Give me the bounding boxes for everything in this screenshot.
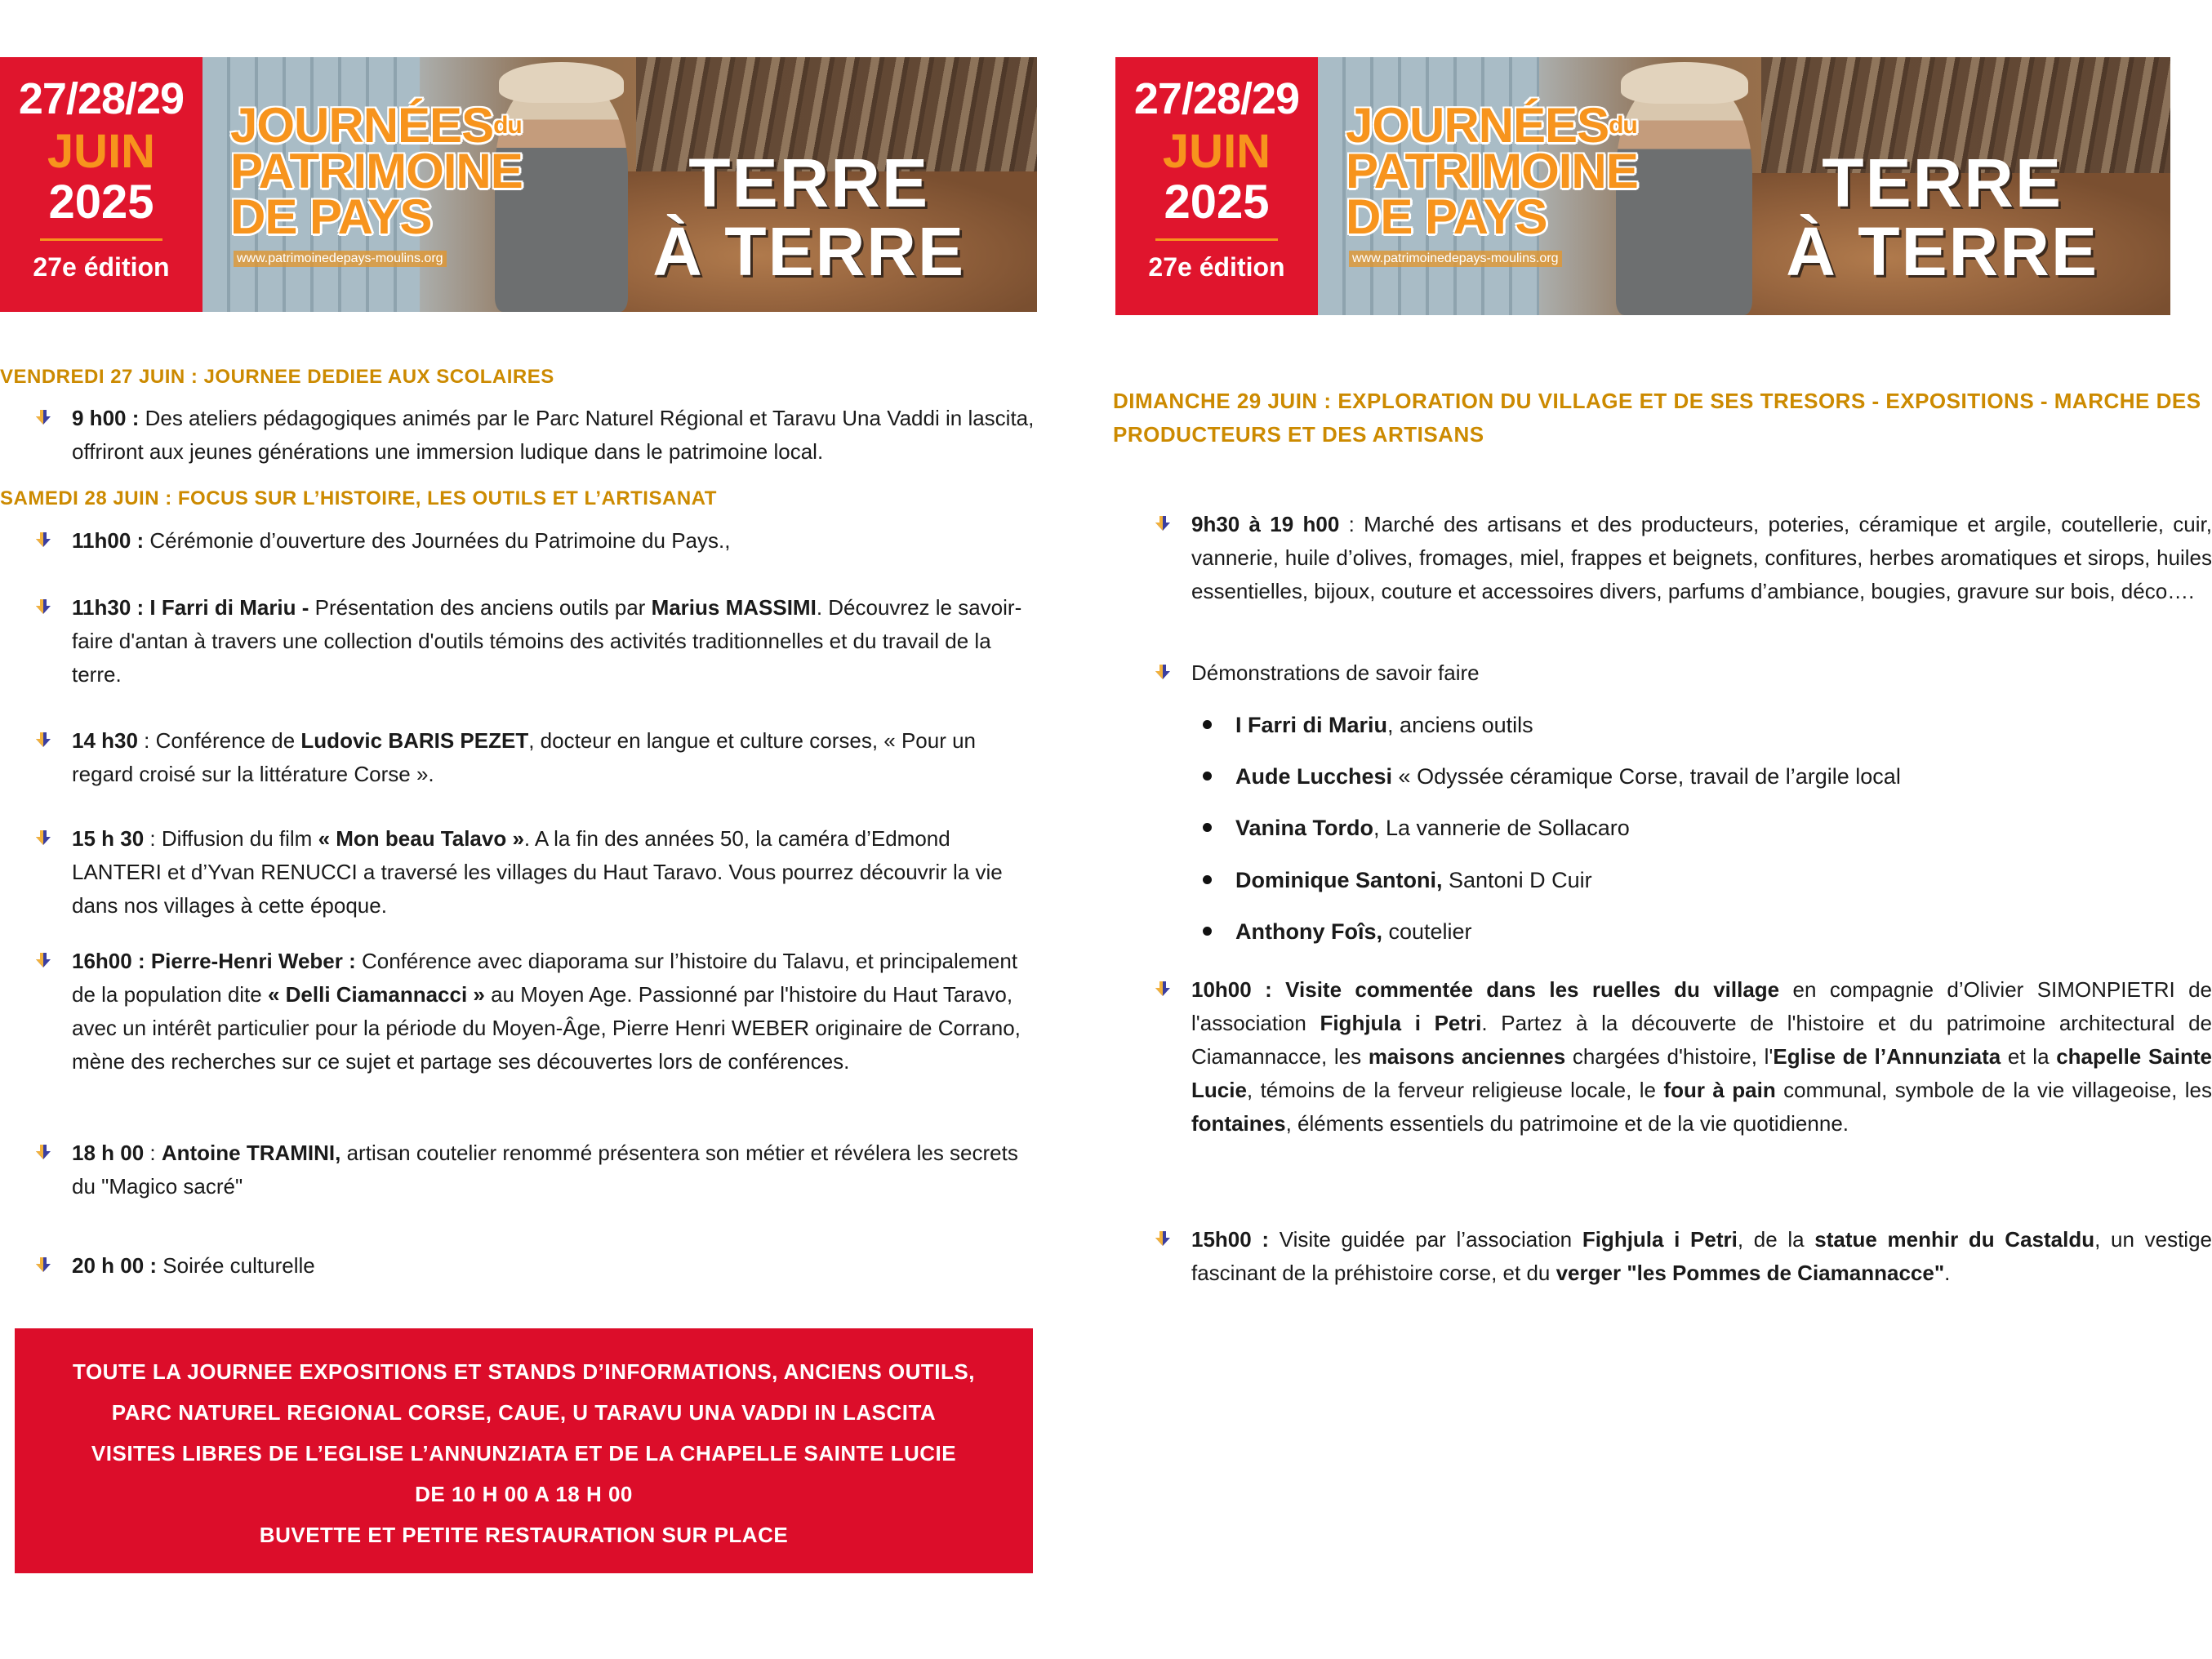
info-line: TOUTE LA JOURNEE EXPOSITIONS ET STANDS D’INFORMATIONS, ANCIENS OUTILS, bbox=[73, 1359, 975, 1384]
item-time: 18 h 00 bbox=[72, 1141, 145, 1165]
banner-month: JUIN bbox=[47, 125, 156, 178]
saturday-heading: SAMEDI 28 JUIN : FOCUS SUR L’HISTOIRE, LES OUTILS ET L’ARTISANAT bbox=[0, 487, 717, 509]
arrow-bullet-icon bbox=[34, 1256, 52, 1274]
banner-url: www.patrimoinedepays-moulins.org bbox=[234, 251, 447, 267]
arrow-bullet-icon bbox=[34, 531, 52, 549]
demo-name: Anthony Foîs, bbox=[1235, 919, 1382, 944]
item-time: 14 h30 bbox=[72, 728, 138, 753]
banner-title-du: du bbox=[493, 112, 522, 139]
arrow-bullet-icon bbox=[34, 829, 52, 847]
demo-desc: , La vannerie de Sollacaro bbox=[1373, 816, 1630, 840]
item-text: Présentation des anciens outils par bbox=[309, 595, 652, 620]
sunday-heading-line2: PRODUCTEURS ET DES ARTISANS bbox=[1113, 422, 1484, 447]
demo-item bbox=[1235, 760, 1901, 793]
demo-item bbox=[1235, 812, 1630, 844]
demo-desc: coutelier bbox=[1382, 919, 1472, 944]
item-time: 9 h00 : bbox=[72, 406, 140, 430]
item-text: Conférence avec diaporama sur l’histoire du Talavu, et principalement de la population dite bbox=[72, 949, 1018, 1007]
item-text: en compagnie d’Olivier SIMONPIETRI de l'association bbox=[1191, 977, 2212, 1035]
item-text: Des ateliers pédagogiques animés par le Parc Naturel Régional et Taravu Una Vaddi in lascita, offriront aux jeunes générations une immersion ludique dans le patrimoine local. bbox=[72, 406, 1035, 464]
item-text: . Partez à la découverte de l'histoire et du patrimoine architectural de Ciamannacce, les bbox=[1191, 1011, 2212, 1069]
item-bold: Ludovic BARIS PEZET bbox=[300, 728, 529, 753]
arrow-bullet-icon bbox=[1154, 514, 1172, 532]
item-time: 15 h 30 bbox=[72, 826, 145, 851]
arrow-bullet-icon bbox=[1154, 1230, 1172, 1248]
item-text: communal, symbole de la vie villageoise, les bbox=[1775, 1078, 2212, 1102]
item-time: 10h00 : Visite commentée dans les ruelles du village bbox=[1191, 977, 1780, 1002]
demos-title: Démonstrations de savoir faire bbox=[1191, 660, 1480, 685]
info-line: BUVETTE ET PETITE RESTAURATION SUR PLACE bbox=[259, 1523, 789, 1547]
bullet-dot-icon bbox=[1203, 772, 1212, 781]
arrow-bullet-icon bbox=[34, 731, 52, 749]
item-bold: Marius MASSIMI bbox=[651, 595, 817, 620]
list-item bbox=[72, 402, 1035, 469]
item-bold: Eglise de l’Annunziata bbox=[1773, 1044, 2001, 1069]
item-text: Soirée culturelle bbox=[157, 1253, 315, 1278]
bullet-dot-icon bbox=[1203, 720, 1212, 729]
info-line: PARC NATUREL REGIONAL CORSE, CAUE, U TARAVU UNA VADDI IN LASCITA bbox=[111, 1400, 937, 1425]
item-bold: statue menhir du Castaldu bbox=[1814, 1227, 2095, 1252]
banner-title-line1: JOURNÉES bbox=[230, 98, 494, 153]
item-bold: fontaines bbox=[1191, 1111, 1286, 1136]
item-text: artisan coutelier renommé présentera son métier et révélera les secrets du "Magico sacré" bbox=[72, 1141, 1018, 1199]
banner-title-du: du bbox=[1609, 112, 1637, 139]
banner-month: JUIN bbox=[1162, 125, 1271, 178]
item-text: : Marché des artisans et des producteurs, poteries, céramique et argile, coutellerie, cuir, vannerie, huile d’olives, fromages, miel, frappes et beignets, confitures, herbes aromatiques et sirops, huiles essentielles, bijoux, couture et accessoires divers, parfums d’ambiance, bougies, gravure sur bois, déco…. bbox=[1191, 512, 2212, 603]
event-banner bbox=[1115, 57, 2170, 315]
item-time: 20 h 00 : bbox=[72, 1253, 158, 1278]
banner-slogan-line2: À TERRE bbox=[1786, 213, 2099, 290]
all-day-info-box bbox=[15, 1328, 1033, 1573]
list-item bbox=[1191, 656, 2212, 690]
item-bold: Antoine TRAMINI, bbox=[161, 1141, 341, 1165]
banner-year: 2025 bbox=[1164, 176, 1270, 229]
banner-title-line2: PATRIMOINE bbox=[230, 144, 523, 198]
list-item bbox=[72, 724, 1035, 791]
demo-name: I Farri di Mariu bbox=[1235, 713, 1388, 737]
list-item bbox=[72, 945, 1035, 1079]
banner-slogan-line1: TERRE bbox=[1822, 145, 2063, 221]
item-time: 11h30 : I Farri di Mariu - bbox=[72, 595, 309, 620]
banner-title-line3: DE PAYS bbox=[230, 189, 432, 244]
item-text: : Diffusion du film bbox=[144, 826, 318, 851]
item-text: , un vestige fascinant de la préhistoire corse, et du bbox=[1191, 1227, 2212, 1285]
demo-item bbox=[1235, 915, 1472, 948]
arrow-bullet-icon bbox=[1154, 980, 1172, 998]
info-line: DE 10 H 00 A 18 H 00 bbox=[415, 1482, 633, 1506]
banner-title bbox=[230, 98, 523, 244]
friday-heading: VENDREDI 27 JUIN : JOURNEE DEDIEE AUX SCOLAIRES bbox=[0, 366, 554, 388]
banner-title-line3: DE PAYS bbox=[1346, 189, 1547, 244]
item-text: : bbox=[144, 1141, 162, 1165]
event-banner bbox=[0, 57, 1037, 312]
banner-rule bbox=[1155, 238, 1278, 241]
banner-slogan bbox=[652, 145, 965, 290]
list-item bbox=[1191, 508, 2212, 608]
item-text: : Conférence de bbox=[137, 728, 301, 753]
banner-slogan bbox=[1786, 145, 2099, 290]
item-text: au Moyen Age. Passionné par l'histoire du Haut Taravo, avec un intérêt particulier pour la période du Moyen-Âge, Pierre Henri WEBER originaire de Corrano, mène des recherches sur ce sujet et partage ses découvertes lors de conférences. bbox=[72, 982, 1021, 1074]
arrow-bullet-icon bbox=[34, 598, 52, 616]
list-item bbox=[72, 524, 1035, 558]
item-bold: Fighjula i Petri bbox=[1582, 1227, 1738, 1252]
banner-date-block bbox=[0, 57, 203, 312]
item-text: Visite guidée par l’association bbox=[1269, 1227, 1582, 1252]
item-text: , témoins de la ferveur religieuse locale, le bbox=[1246, 1078, 1664, 1102]
list-item bbox=[72, 591, 1035, 692]
banner-title-line1: JOURNÉES bbox=[1346, 98, 1609, 153]
item-bold: four à pain bbox=[1663, 1078, 1776, 1102]
arrow-bullet-icon bbox=[1154, 663, 1172, 681]
item-bold: maisons anciennes bbox=[1368, 1044, 1566, 1069]
arrow-bullet-icon bbox=[34, 1143, 52, 1161]
banner-title bbox=[1346, 98, 1638, 244]
banner-slogan-line2: À TERRE bbox=[652, 213, 965, 290]
item-text: , de la bbox=[1737, 1227, 1815, 1252]
banner-days: 27/28/29 bbox=[18, 74, 185, 123]
list-item bbox=[1191, 1223, 2212, 1290]
banner-days: 27/28/29 bbox=[1133, 74, 1300, 123]
list-item bbox=[72, 822, 1035, 923]
item-text: . A la fin des années 50, la caméra d’Edmond LANTERI et d’Yvan RENUCCI a traversé les villages du Haut Taravo. Vous pourrez découvrir la vie dans nos villages à cette époque. bbox=[72, 826, 1003, 918]
banner-slogan-line1: TERRE bbox=[688, 145, 929, 221]
item-text: . bbox=[1944, 1261, 1951, 1285]
item-text: , docteur en langue et culture corses, « Pour un regard croisé sur la littérature Corse ». bbox=[72, 728, 977, 786]
list-item bbox=[72, 1249, 1035, 1283]
demo-item bbox=[1235, 864, 1592, 896]
demo-name: Aude Lucchesi bbox=[1235, 764, 1393, 789]
demo-desc: , anciens outils bbox=[1387, 713, 1533, 737]
demo-desc: « Odyssée céramique Corse, travail de l’argile local bbox=[1392, 764, 1901, 789]
item-text: et la bbox=[2001, 1044, 2057, 1069]
item-time: 9h30 à 19 h00 bbox=[1191, 512, 1340, 536]
item-time: 16h00 : Pierre-Henri Weber : bbox=[72, 949, 356, 973]
bullet-dot-icon bbox=[1203, 927, 1212, 936]
item-time: 15h00 : bbox=[1191, 1227, 1270, 1252]
banner-url: www.patrimoinedepays-moulins.org bbox=[1349, 251, 1562, 267]
bullet-dot-icon bbox=[1203, 823, 1212, 832]
arrow-bullet-icon bbox=[34, 951, 52, 969]
sunday-heading-line1: DIMANCHE 29 JUIN : EXPLORATION DU VILLAGE ET DE SES TRESORS - EXPOSITIONS - MARCHE DES bbox=[1113, 389, 2201, 413]
demo-item bbox=[1235, 709, 1533, 741]
demo-name: Dominique Santoni, bbox=[1235, 868, 1443, 892]
list-item bbox=[72, 1136, 1035, 1203]
banner-edition: 27e édition bbox=[33, 252, 170, 282]
banner-year: 2025 bbox=[48, 176, 154, 229]
demo-name: Vanina Tordo bbox=[1235, 816, 1374, 840]
item-bold: « Mon beau Talavo » bbox=[318, 826, 524, 851]
banner-title-line2: PATRIMOINE bbox=[1346, 144, 1638, 198]
item-bold: Fighjula i Petri bbox=[1320, 1011, 1482, 1035]
item-bold: « Delli Ciamannacci » bbox=[267, 982, 485, 1007]
item-time: 11h00 : bbox=[72, 528, 145, 553]
item-text: . Découvrez le savoir-faire d'antan à travers une collection d'outils témoins des activités traditionnelles et du travail de la terre. bbox=[72, 595, 1022, 687]
arrow-bullet-icon bbox=[34, 408, 52, 426]
item-bold: chapelle Sainte Lucie bbox=[1191, 1044, 2212, 1102]
banner-edition: 27e édition bbox=[1148, 252, 1285, 282]
demo-desc: Santoni D Cuir bbox=[1442, 868, 1592, 892]
item-text: chargées d'histoire, l' bbox=[1565, 1044, 1774, 1069]
list-item bbox=[1191, 973, 2212, 1141]
bullet-dot-icon bbox=[1203, 875, 1212, 884]
item-text: , éléments essentiels du patrimoine et de la vie quotidienne. bbox=[1285, 1111, 1849, 1136]
banner-date-block bbox=[1115, 57, 1318, 315]
item-bold: verger "les Pommes de Ciamannacce" bbox=[1556, 1261, 1945, 1285]
info-line: VISITES LIBRES DE L’EGLISE L’ANNUNZIATA ET DE LA CHAPELLE SAINTE LUCIE bbox=[91, 1441, 957, 1466]
item-text: Cérémonie d’ouverture des Journées du Patrimoine du Pays., bbox=[144, 528, 731, 553]
banner-rule bbox=[40, 238, 162, 241]
